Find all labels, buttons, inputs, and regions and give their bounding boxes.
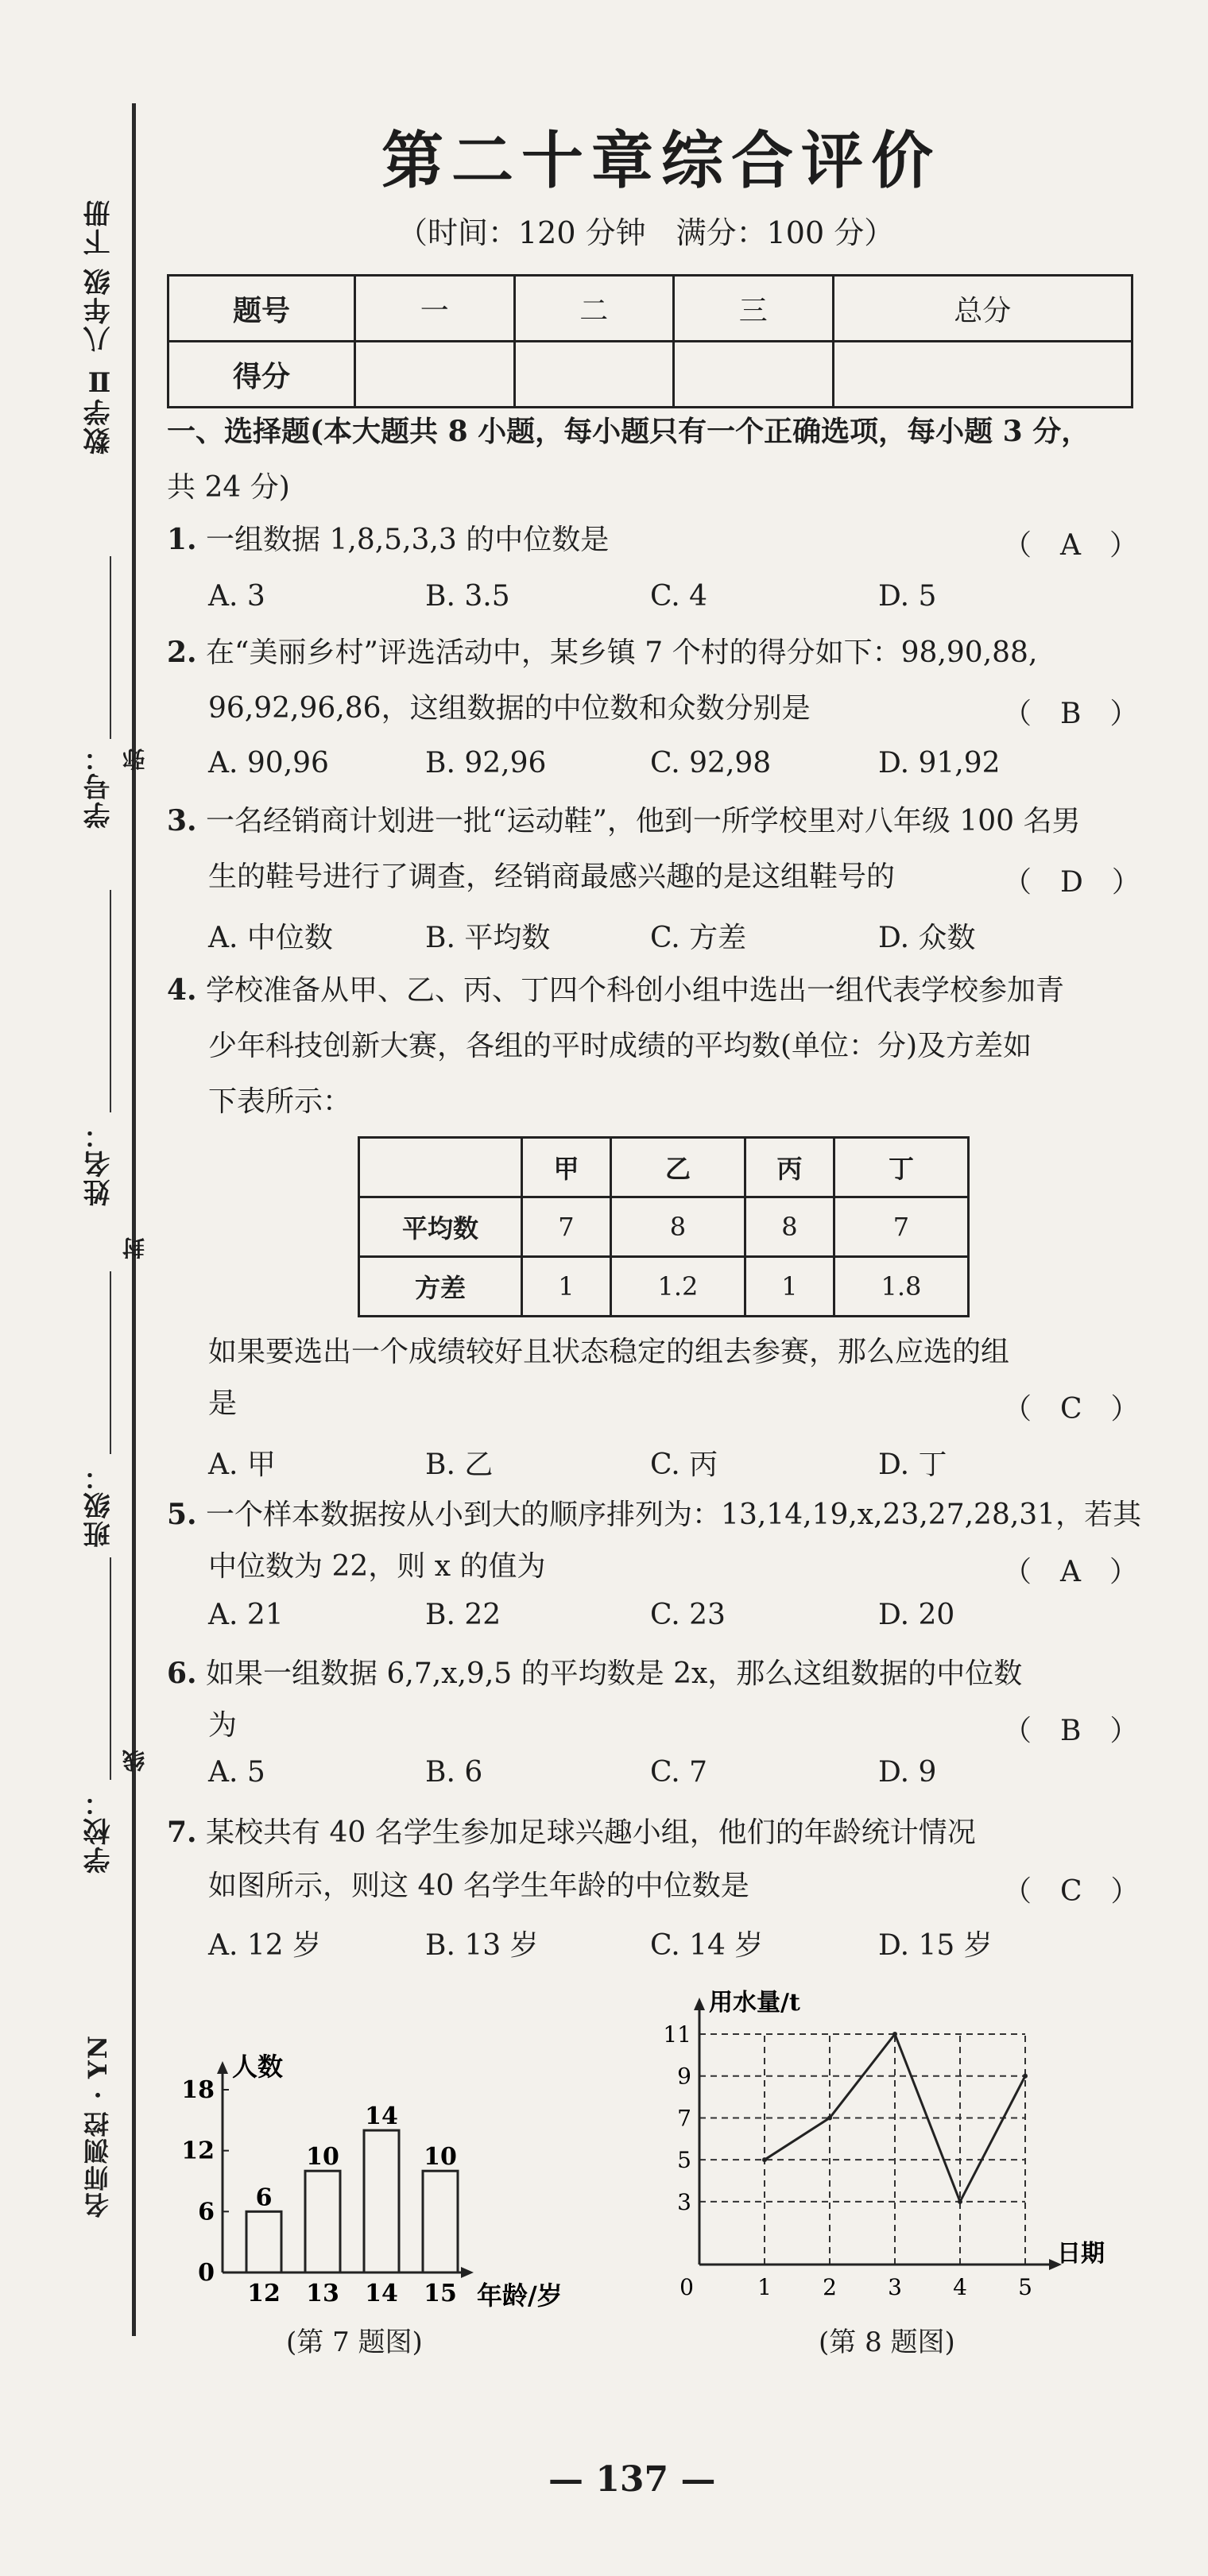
answer-6: （ B ） [1003, 1715, 1139, 1747]
water-line-chart [663, 1978, 1113, 2320]
y-axis-label: 人数 [232, 2052, 284, 2082]
option-b: B. 平均数 [425, 922, 551, 954]
sidebar-rule [132, 103, 136, 2336]
option-c: C. 23 [650, 1599, 726, 1631]
y-tick-label: 12 [181, 2137, 215, 2165]
student-id-blank[interactable] [110, 556, 113, 739]
x-tick-label: 0 [680, 2274, 694, 2300]
bar [305, 2171, 340, 2272]
question-4-cont: 少年科技创新大赛，各组的平时成绩的平均数(单位：分)及方差如 [208, 1030, 1032, 1062]
table-cell: 7 [834, 1197, 968, 1257]
option-b: B. 乙 [425, 1449, 494, 1481]
data-point [762, 2157, 767, 2162]
x-tick-label: 4 [953, 2274, 967, 2300]
sidebar-school-label: 学校： [83, 1788, 115, 1874]
score-cell[interactable] [514, 342, 674, 408]
table-row-label: 方差 [359, 1257, 522, 1317]
table-cell: 1.2 [610, 1257, 745, 1317]
x-tick-label: 1 [757, 2274, 772, 2300]
table-row-label: 平均数 [359, 1197, 522, 1257]
y-tick-label: 5 [677, 2147, 691, 2174]
question-5-cont: 中位数为 22，则 x 的值为 [208, 1550, 546, 1583]
table-cell: 1.8 [834, 1257, 968, 1317]
x-tick-label: 15 [424, 2280, 457, 2307]
question-4-cont: 是 [208, 1387, 238, 1420]
option-a: A. 12 岁 [208, 1929, 322, 1962]
page-title: 第二十章综合评价 [381, 125, 942, 197]
data-point [827, 2115, 832, 2120]
option-a: A. 3 [208, 580, 265, 613]
question-2-cont: 96,92,96,86，这组数据的中位数和众数分别是 [208, 692, 811, 725]
x-axis-label: 年龄/岁 [477, 2280, 563, 2311]
table-cell: 1 [522, 1257, 611, 1317]
table-row [359, 1197, 969, 1257]
bar-value-label: 10 [306, 2143, 339, 2172]
seal-mi-label: 弥 [122, 747, 148, 771]
x-tick-label: 2 [823, 2274, 837, 2300]
option-a: A. 90,96 [208, 747, 329, 779]
question-7-cont: 如图所示，则这 40 名学生年龄的中位数是 [208, 1870, 749, 1902]
question-4-cont: 如果要选出一个成绩较好且状态稳定的组去参赛，那么应选的组 [208, 1336, 1010, 1368]
x-tick-label: 12 [247, 2280, 281, 2307]
table-row [359, 1257, 969, 1317]
option-c: C. 14 岁 [650, 1929, 764, 1962]
seal-xian-label: 线 [122, 1748, 148, 1772]
y-tick-label: 9 [677, 2063, 691, 2090]
exam-time-info: （时间：120 分钟 满分：100 分） [397, 215, 895, 250]
y-tick-label: 11 [663, 2021, 691, 2048]
table-cell: 8 [745, 1197, 834, 1257]
table-header-cell: 甲 [522, 1138, 611, 1197]
table-header-cell: 丁 [834, 1138, 968, 1197]
section-title-cont: 共 24 分) [167, 471, 290, 504]
data-point [958, 2199, 962, 2204]
table-cell: 7 [522, 1197, 611, 1257]
bar-value-label: 10 [424, 2143, 457, 2172]
score-table [167, 274, 1133, 408]
data-point [1023, 2074, 1028, 2079]
bar-value-label: 6 [255, 2183, 273, 2212]
bar-value-label: 14 [365, 2102, 398, 2131]
name-blank[interactable] [110, 890, 113, 1112]
option-b: B. 3.5 [425, 580, 510, 613]
option-b: B. 6 [425, 1756, 483, 1789]
bar [246, 2211, 281, 2272]
score-table-header-cell: 二 [514, 276, 674, 342]
option-a: A. 5 [208, 1756, 265, 1789]
table-header-cell [359, 1138, 522, 1197]
option-d: D. 20 [878, 1599, 955, 1631]
option-c: C. 7 [650, 1756, 708, 1789]
option-b: B. 92,96 [425, 747, 547, 779]
option-c: C. 4 [650, 580, 708, 613]
question-1: 1. 一组数据 1,8,5,3,3 的中位数是 [167, 523, 610, 556]
table-cell: 8 [610, 1197, 745, 1257]
question-6: 6. 如果一组数据 6,7,x,9,5 的平均数是 2x，那么这组数据的中位数 [167, 1657, 1023, 1690]
sidebar-book-label: 数学Ⅱ 八年级 下册 [83, 199, 115, 454]
question-4-cont: 下表所示： [208, 1085, 352, 1118]
school-blank[interactable] [110, 1557, 113, 1780]
score-table-header-cell: 三 [674, 276, 834, 342]
question-5: 5. 一个样本数据按从小到大的顺序排列为：13,14,19,x,23,27,28,31，若其 [167, 1498, 1142, 1531]
answer-5: （ A ） [1003, 1556, 1138, 1588]
age-bar-chart [175, 2034, 652, 2320]
y-axis-arrow [694, 1998, 705, 2010]
score-table-score-row [168, 342, 1132, 408]
answer-2: （ B ） [1003, 698, 1139, 730]
option-a: A. 甲 [208, 1449, 276, 1481]
score-table-header-row [168, 276, 1132, 342]
table-header-row [359, 1138, 969, 1197]
sidebar-student-id-label: 学号： [83, 743, 115, 829]
x-axis-arrow [461, 2267, 474, 2278]
class-blank[interactable] [110, 1271, 113, 1454]
sidebar-class-label: 班级： [83, 1462, 115, 1548]
y-axis-label: 用水量/t [709, 1989, 800, 2017]
answer-7: （ C ） [1003, 1875, 1140, 1908]
option-b: B. 22 [425, 1599, 501, 1631]
question-4: 4. 学校准备从甲、乙、丙、丁四个科创小组中选出一组代表学校参加青 [167, 973, 1065, 1007]
score-table-header-cell: 一 [355, 276, 515, 342]
score-table-header-cell: 总分 [833, 276, 1132, 342]
option-d: D. 15 岁 [878, 1929, 993, 1962]
seal-feng-label: 封 [122, 1236, 148, 1259]
option-d: D. 丁 [878, 1449, 947, 1481]
table-cell: 1 [745, 1257, 834, 1317]
option-c: C. 92,98 [650, 747, 772, 779]
option-d: D. 91,92 [878, 747, 1001, 779]
table-header-cell: 丙 [745, 1138, 834, 1197]
score-table-header-cell: 题号 [168, 276, 355, 342]
score-row-label: 得分 [168, 342, 355, 408]
bar [364, 2130, 399, 2272]
score-cell[interactable] [833, 342, 1132, 408]
x-tick-label: 5 [1018, 2274, 1032, 2300]
y-tick-label: 0 [198, 2259, 215, 2287]
x-tick-label: 14 [365, 2280, 398, 2307]
option-c: C. 方差 [650, 922, 747, 954]
y-axis-arrow [217, 2061, 228, 2074]
answer-1: （ A ） [1003, 529, 1138, 562]
y-tick-label: 3 [677, 2188, 691, 2215]
answer-3: （ D ） [1003, 866, 1140, 899]
question-6-cont: 为 [208, 1709, 238, 1742]
x-tick-label: 3 [888, 2274, 902, 2300]
y-tick-label: 7 [677, 2105, 691, 2132]
option-c: C. 丙 [650, 1449, 718, 1481]
score-cell[interactable] [355, 342, 515, 408]
y-tick-label: 18 [181, 2076, 215, 2104]
page-number: — 137 — [548, 2459, 716, 2500]
figure-7-caption: (第 7 题图) [286, 2327, 423, 2358]
question-3-cont: 生的鞋号进行了调查，经销商最感兴趣的是这组鞋号的 [208, 861, 896, 893]
option-d: D. 5 [878, 580, 937, 613]
option-d: D. 9 [878, 1756, 937, 1789]
score-cell[interactable] [674, 342, 834, 408]
section-title: 一、选择题(本大题共 8 小题，每小题只有一个正确选项，每小题 3 分， [167, 415, 1090, 448]
data-point [892, 2032, 897, 2036]
question-3: 3. 一名经销商计划进一批“运动鞋”，他到一所学校里对八年级 100 名男 [167, 804, 1081, 837]
bar [423, 2171, 458, 2272]
sidebar-name-label: 姓名： [83, 1120, 115, 1206]
question-7: 7. 某校共有 40 名学生参加足球兴趣小组，他们的年龄统计情况 [167, 1816, 976, 1849]
figure-8-caption: (第 8 题图) [819, 2327, 955, 2358]
option-b: B. 13 岁 [425, 1929, 539, 1962]
option-a: A. 中位数 [208, 922, 333, 954]
option-a: A. 21 [208, 1599, 284, 1631]
y-tick-label: 6 [198, 2198, 215, 2226]
answer-4: （ C ） [1003, 1393, 1140, 1425]
x-axis-label: 日期 [1057, 2240, 1105, 2268]
brand-label: 名师测控 · YN [83, 2034, 113, 2218]
table-header-cell: 乙 [610, 1138, 745, 1197]
option-d: D. 众数 [878, 922, 976, 954]
question-2: 2. 在“美丽乡村”评选活动中，某乡镇 7 个村的得分如下：98,90,88, [167, 636, 1038, 669]
x-tick-label: 13 [306, 2280, 339, 2307]
group-stats-table [358, 1136, 970, 1317]
